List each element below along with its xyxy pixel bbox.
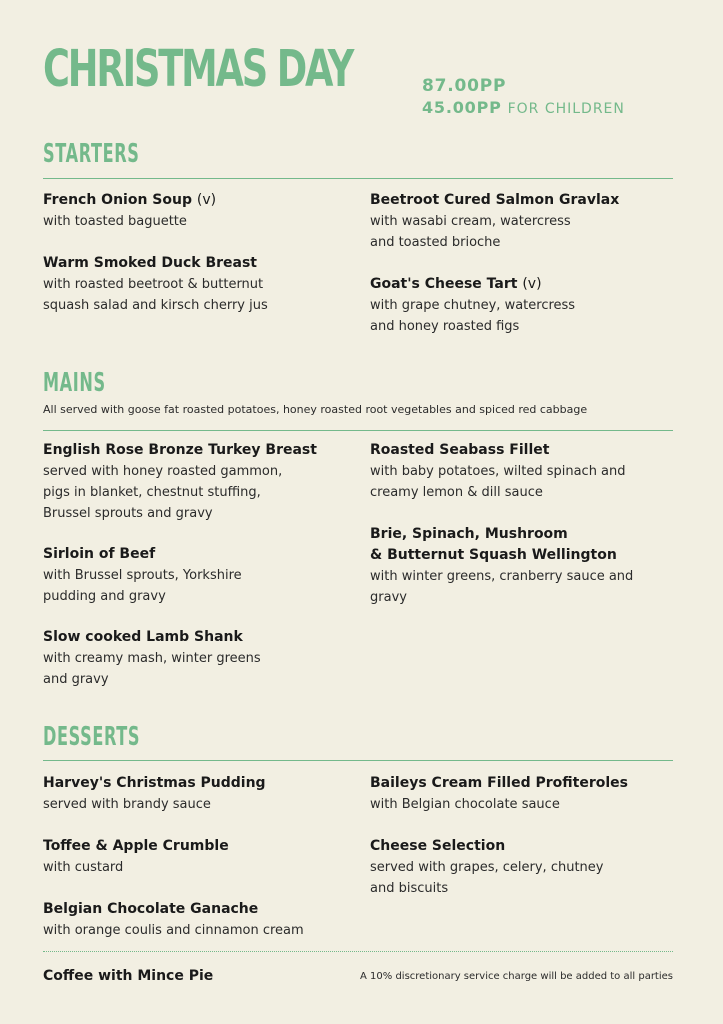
footer-divider <box>43 951 673 952</box>
mains-divider <box>43 430 673 431</box>
item-name: Cheese Selection <box>370 838 506 854</box>
service-charge-note: A 10% discretionary service charge will be added to all parties <box>360 971 673 982</box>
menu-item <box>370 190 670 253</box>
menu-item <box>370 773 670 815</box>
item-description: served with brandy sauce <box>43 797 211 812</box>
child-price-label: FOR CHILDREN <box>507 101 625 117</box>
item-description: with custard <box>43 860 124 875</box>
item-name: Belgian Chocolate Ganache <box>43 901 259 917</box>
menu-item <box>43 253 343 316</box>
item-description: with baby potatoes, wilted spinach and creamy lemon & dill sauce <box>370 464 626 500</box>
menu-item <box>43 190 343 232</box>
desserts-divider <box>43 760 673 761</box>
item-description: served with honey roasted gammon, pigs in blanket, chestnut stuffing, Brussel sprouts and gravy <box>43 464 283 521</box>
starters-divider <box>43 178 673 179</box>
item-name: Roasted Seabass Fillet <box>370 442 550 458</box>
menu-item <box>370 524 670 608</box>
child-price: 45.00PP <box>422 98 502 117</box>
menu-item <box>43 440 343 524</box>
item-description: with grape chutney, watercress and honey roasted figs <box>370 298 576 334</box>
menu-item <box>43 544 343 607</box>
item-name: Goat's Cheese Tart (v) <box>370 276 542 292</box>
item-name: Toffee & Apple Crumble <box>43 838 229 854</box>
menu-item <box>43 627 343 690</box>
menu-item <box>370 274 670 337</box>
item-description: served with grapes, celery, chutney and biscuits <box>370 860 604 896</box>
coffee-item: Coffee with Mince Pie <box>43 968 214 984</box>
menu-item <box>370 440 670 503</box>
item-name: French Onion Soup (v) <box>43 192 217 208</box>
item-name: Brie, Spinach, Mushroom <box>370 526 568 542</box>
item-name: Warm Smoked Duck Breast <box>43 255 257 271</box>
child-price-line <box>422 97 625 120</box>
menu-title: CHRISTMAS DAY <box>43 40 353 99</box>
item-name-line-2: & Butternut Squash Wellington <box>370 547 617 563</box>
menu-item <box>43 773 343 815</box>
starters-heading: STARTERS <box>43 139 140 169</box>
item-name: Beetroot Cured Salmon Gravlax <box>370 192 620 208</box>
item-description: with creamy mash, winter greens and gravy <box>43 651 261 687</box>
item-name: Sirloin of Beef <box>43 546 156 562</box>
mains-heading: MAINS <box>43 368 106 398</box>
item-description: with Belgian chocolate sauce <box>370 797 560 812</box>
item-name: Harvey's Christmas Pudding <box>43 775 266 791</box>
menu-item <box>43 899 343 941</box>
item-name: Baileys Cream Filled Profiteroles <box>370 775 628 791</box>
item-description: with Brussel sprouts, Yorkshire pudding and gravy <box>43 568 242 604</box>
item-diet: (v) <box>522 276 542 292</box>
item-diet: (v) <box>196 192 217 208</box>
item-name: English Rose Bronze Turkey Breast <box>43 442 317 458</box>
desserts-heading: DESSERTS <box>43 722 141 752</box>
item-description: with toasted baguette <box>43 214 187 229</box>
mains-note: All served with goose fat roasted potatoes, honey roasted root vegetables and spiced red cabbage <box>43 403 588 416</box>
price-block <box>422 76 625 120</box>
menu-item <box>370 836 670 899</box>
menu-item <box>43 836 343 878</box>
item-description: with wasabi cream, watercress and toasted brioche <box>370 214 571 250</box>
item-name: Slow cooked Lamb Shank <box>43 629 243 645</box>
item-description: with roasted beetroot & butternut squash salad and kirsch cherry jus <box>43 277 268 313</box>
item-description: with winter greens, cranberry sauce and gravy <box>370 569 634 605</box>
adult-price: 87.00PP <box>422 76 507 96</box>
item-description: with orange coulis and cinnamon cream <box>43 923 304 938</box>
